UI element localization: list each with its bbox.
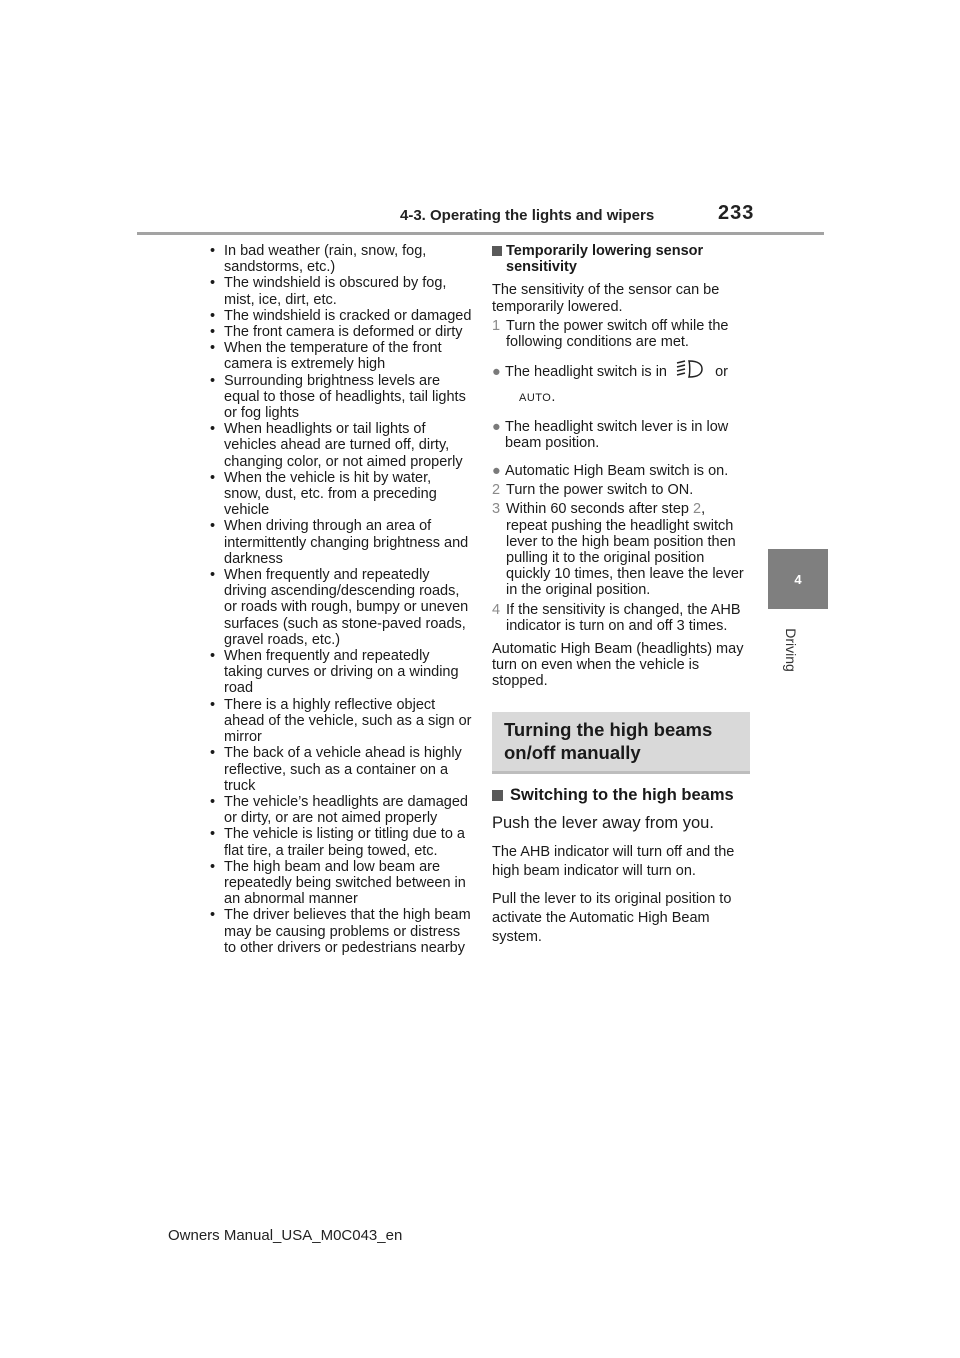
step-4: [492, 602, 750, 634]
list-item: • The vehicle’s headlights are damaged or dirty, or are not aimed properly: [210, 794, 472, 826]
condition-text-or: or: [715, 364, 728, 381]
step-number: 2: [492, 482, 501, 499]
auto-symbol: AUTO: [519, 392, 552, 405]
chapter-tab-number: 4: [794, 571, 802, 587]
condition-period: .: [551, 389, 556, 406]
list-item: • When frequently and repeatedly taking curves or driving on a winding road: [210, 648, 472, 697]
circle-bullet-icon: ●: [492, 463, 501, 480]
header-divider: [137, 232, 824, 235]
section-header-title: 4-3. Operating the lights and wipers: [400, 207, 655, 224]
circle-bullet-icon: ●: [492, 364, 501, 381]
step-2: [492, 482, 750, 498]
circle-bullet-icon: ●: [492, 418, 501, 435]
square-bullet-icon: [492, 790, 503, 801]
chapter-tab-label: Driving: [783, 628, 799, 672]
sensitivity-subheading: [492, 243, 750, 275]
step-number: 1: [492, 317, 501, 334]
square-bullet-icon: [492, 246, 502, 256]
list-item: • The high beam and low beam are repeatedly being switched between in an abnormal manner: [210, 859, 472, 908]
step-number: 3: [492, 501, 501, 518]
list-item: • The back of a vehicle ahead is highly reflective, such as a container on a truck: [210, 745, 472, 794]
list-item: • In bad weather (rain, snow, fog, sandstorms, etc.): [210, 243, 472, 275]
condition-bullet-list: [210, 243, 472, 956]
step-text: Turn the power switch to ON.: [506, 482, 694, 499]
list-item: • The windshield is cracked or damaged: [210, 308, 472, 324]
condition-ahb-switch-on: [492, 463, 750, 479]
list-item: • The vehicle is listing or titling due to a flat tire, a trailer being towed, etc.: [210, 826, 472, 858]
list-item: • When driving through an area of intermittently changing brightness and darkness: [210, 518, 472, 567]
step-1: [492, 318, 750, 350]
high-beam-return: Pull the lever to its original position to activate the Automatic High Beam system.: [492, 890, 732, 945]
step-3: [492, 501, 750, 598]
ahb-note: Automatic High Beam (headlights) may turn on even when the vehicle is stopped.: [492, 641, 744, 690]
list-item: • The front camera is deformed or dirty: [210, 324, 472, 340]
high-beam-subheading: [492, 784, 750, 806]
list-item: • When frequently and repeatedly driving ascending/descending roads, or roads with rough, bumpy or uneven surfaces (such as stone-paved roads, gravel roads, etc.): [210, 567, 472, 648]
step-number: 4: [492, 601, 501, 618]
high-beam-subheading-text: Switching to the high beams: [510, 785, 734, 804]
chapter-tab: [768, 549, 828, 609]
list-item: • Surrounding brightness levels are equal to those of headlights, tail lights or fog lights: [210, 373, 472, 422]
sensitivity-intro: The sensitivity of the sensor can be temporarily lowered.: [492, 282, 720, 315]
list-item: • The windshield is obscured by fog, mist, ice, dirt, etc.: [210, 275, 472, 307]
step-text: If the sensitivity is changed, the AHB indicator is turn on and off 3 times.: [506, 601, 741, 634]
page-number: 233: [718, 202, 755, 224]
headlight-symbol-icon: [675, 359, 705, 379]
step-reference: 2: [693, 501, 702, 518]
step-text-continued: , repeat pushing the headlight switch lever to the high beam position then pulling it to the original position quickly 10 times, then leave the lever in the original position.: [506, 501, 744, 599]
list-item: • The driver believes that the high beam may be causing problems or distress to other drivers or pedestrians nearby: [210, 907, 472, 956]
condition-text: The headlight switch is in: [505, 364, 667, 381]
condition-headlight-switch: [492, 364, 750, 406]
high-beam-result: The AHB indicator will turn off and the high beam indicator will turn on.: [492, 843, 735, 879]
list-item: • When the vehicle is hit by water, snow, dust, etc. from a preceding vehicle: [210, 470, 472, 519]
right-column: [492, 243, 750, 947]
high-beam-instruction: Push the lever away from you.: [492, 813, 714, 832]
step-text: Within 60 seconds after step: [506, 501, 689, 518]
condition-text: Automatic High Beam switch is on.: [505, 463, 729, 480]
footer-manual-id: Owners Manual_USA_M0C043_en: [168, 1227, 403, 1244]
condition-text: The headlight switch lever is in low beam position.: [505, 418, 729, 451]
sensitivity-subheading-text: Temporarily lowering sensor sensitivity: [506, 243, 704, 276]
list-item: • When headlights or tail lights of vehicles ahead are turned off, dirty, changing color, or not aimed properly: [210, 421, 472, 470]
list-item: • When the temperature of the front camera is extremely high: [210, 340, 472, 372]
step-text: Turn the power switch off while the following conditions are met.: [506, 317, 729, 351]
left-column: [210, 243, 472, 956]
condition-lever-low-beam: [492, 419, 750, 451]
list-item: • There is a highly reflective object ahead of the vehicle, such as a sign or mirror: [210, 697, 472, 746]
section-heading: Turning the high beams on/off manually: [492, 712, 750, 774]
